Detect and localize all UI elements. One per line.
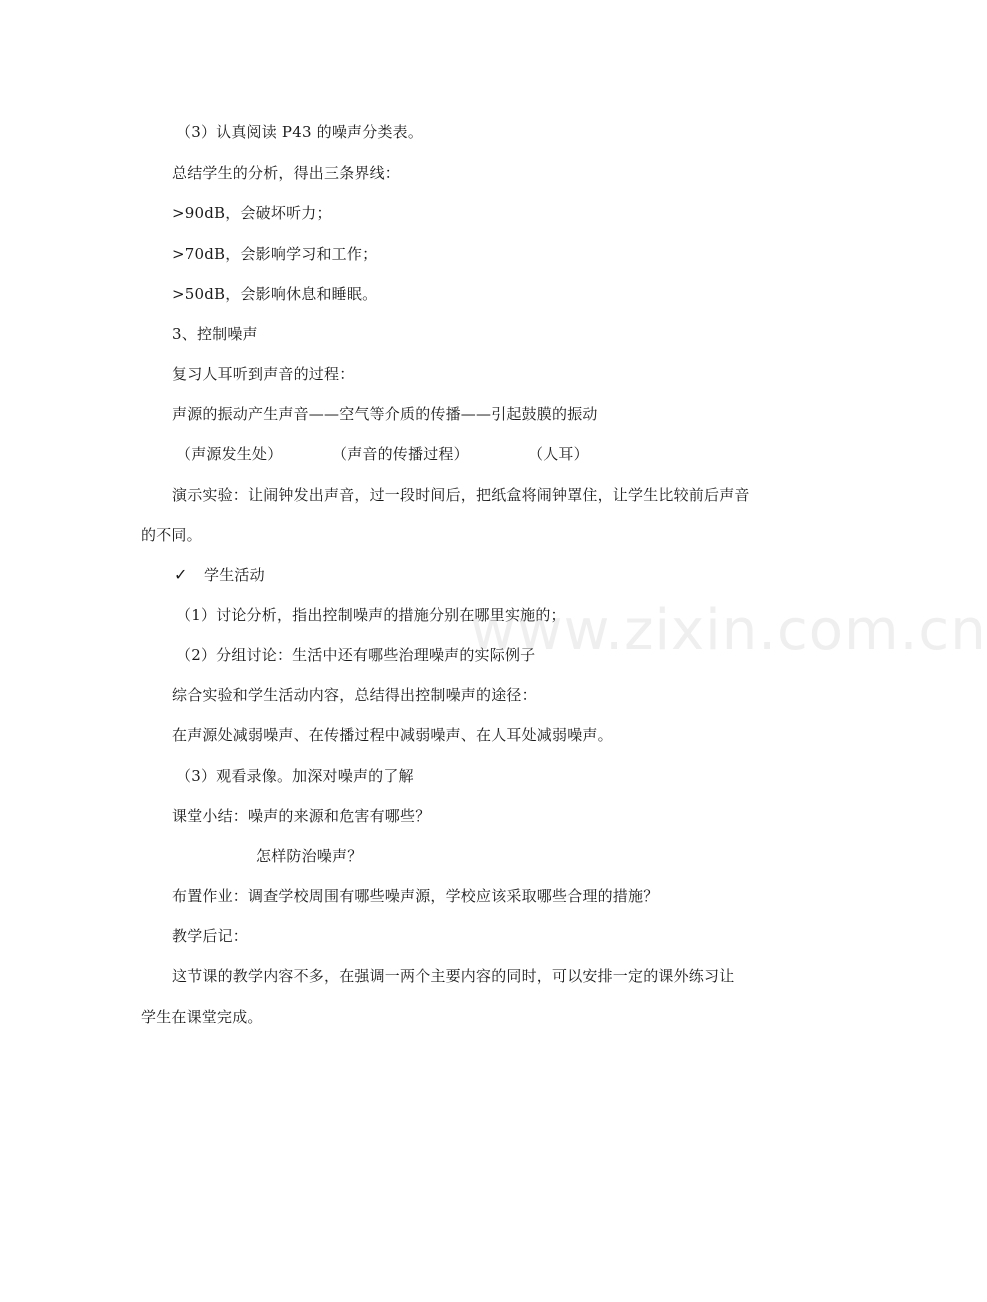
text-line: 总结学生的分析，得出三条界线： [172, 164, 401, 182]
section-heading: 3、控制噪声 [172, 325, 258, 343]
text-line: 教学后记： [172, 927, 249, 945]
text-line: >50dB，会影响休息和睡眠。 [172, 285, 378, 303]
text-line: 这节课的教学内容不多，在强调一两个主要内容的同时，可以安排一定的课外练习让 [172, 967, 735, 985]
text-line: 综合实验和学生活动内容，总结得出控制噪声的途径： [172, 686, 537, 704]
checkmark-icon: ✓ [174, 565, 188, 584]
text-line: 怎样防治噪声？ [256, 847, 363, 865]
text-line: 复习人耳听到声音的过程： [172, 365, 355, 383]
text-line: （声源发生处） [176, 445, 283, 463]
text-line: 的不同。 [141, 526, 202, 544]
text-line: 布置作业：调查学校周围有哪些噪声源，学校应该采取哪些合理的措施？ [172, 887, 659, 905]
text-line: （2）分组讨论：生活中还有哪些治理噪声的实际例子 [176, 646, 536, 664]
text-line: 学生活动 [204, 566, 265, 584]
text-line: 演示实验：让闹钟发出声音，过一段时间后，把纸盒将闹钟罩住，让学生比较前后声音 [172, 486, 750, 504]
text-line: （声音的传播过程） [332, 445, 469, 463]
text-line: >70dB，会影响学习和工作； [172, 245, 378, 263]
text-line: 学生在课堂完成。 [141, 1008, 263, 1026]
text-line: （3）认真阅读 P43 的噪声分类表。 [176, 123, 424, 141]
text-line: >90dB，会破坏听力； [172, 204, 332, 222]
text-line: （人耳） [528, 445, 589, 463]
text-line: 在声源处减弱噪声、在传播过程中减弱噪声、在人耳处减弱噪声。 [172, 726, 613, 744]
text-line: 声源的振动产生声音——空气等介质的传播——引起鼓膜的振动 [172, 405, 598, 423]
text-line: 课堂小结：噪声的来源和危害有哪些？ [172, 807, 431, 825]
watermark: www.zixin.com.cn [470, 598, 987, 663]
text-line: （3）观看录像。加深对噪声的了解 [176, 767, 414, 785]
text-line: （1）讨论分析，指出控制噪声的措施分别在哪里实施的； [176, 606, 566, 624]
